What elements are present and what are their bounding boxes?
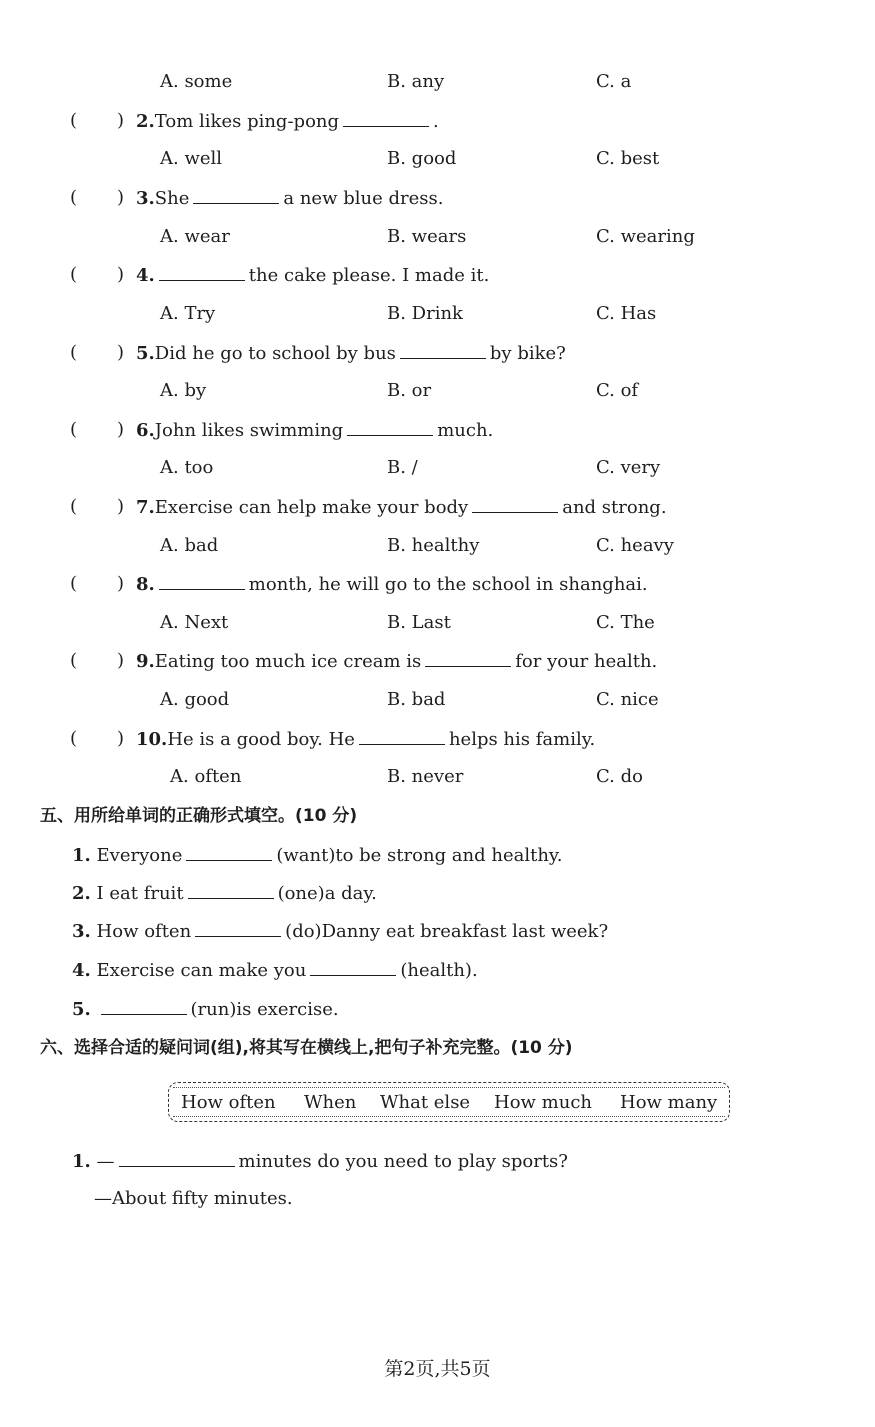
question-9: 9.Eating too much ice cream is for your health. xyxy=(136,651,658,672)
dialog-answer-1: —About fifty minutes. xyxy=(94,1188,293,1209)
answer-paren[interactable]: ( ) xyxy=(70,110,125,131)
item-number: 1. xyxy=(72,845,91,866)
section-6-heading: 六、选择合适的疑问词(组),将其写在横线上,把句子补充完整。(10 分) xyxy=(40,1038,573,1058)
item-number: 5. xyxy=(72,999,91,1020)
q10-option-a: A. often xyxy=(170,766,242,787)
fill-item-5: 5. (run)is exercise. xyxy=(72,999,339,1020)
answer-paren[interactable]: ( ) xyxy=(70,342,125,363)
q6-option-c: C. very xyxy=(596,457,661,478)
question-number: 2. xyxy=(136,111,155,132)
q3-option-a: A. wear xyxy=(160,226,230,247)
question-number: 8. xyxy=(136,574,155,595)
dialog-question-1: 1. — minutes do you need to play sports? xyxy=(72,1151,568,1172)
q6-option-b: B. / xyxy=(387,457,418,478)
q1-option-a: A. some xyxy=(160,71,233,92)
answer-paren[interactable]: ( ) xyxy=(70,573,125,594)
q2-option-a: A. well xyxy=(160,148,223,169)
question-number: 6. xyxy=(136,420,155,441)
word-what-else: What else xyxy=(380,1092,471,1113)
q1-option-b: B. any xyxy=(387,71,445,92)
section-5-heading: 五、用所给单词的正确形式填空。(10 分) xyxy=(40,806,358,826)
answer-paren[interactable]: ( ) xyxy=(70,187,125,208)
q6-option-a: A. too xyxy=(160,457,214,478)
answer-blank[interactable] xyxy=(425,650,511,667)
word-how-many: How many xyxy=(620,1092,718,1113)
q2-option-b: B. good xyxy=(387,148,457,169)
q5-option-c: C. of xyxy=(596,380,639,401)
q8-option-a: A. Next xyxy=(160,612,229,633)
answer-blank[interactable] xyxy=(195,920,281,937)
item-number: 4. xyxy=(72,960,91,981)
q3-option-c: C. wearing xyxy=(596,226,695,247)
question-10: 10.He is a good boy. He helps his family. xyxy=(136,729,596,750)
item-number: 2. xyxy=(72,883,91,904)
question-number: 5. xyxy=(136,343,155,364)
question-number: 9. xyxy=(136,651,155,672)
answer-paren[interactable]: ( ) xyxy=(70,419,125,440)
question-6: 6.John likes swimming much. xyxy=(136,420,494,441)
word-how-often: How often xyxy=(181,1092,276,1113)
fill-item-3: 3. How often (do)Danny eat breakfast last week? xyxy=(72,921,609,942)
answer-paren[interactable]: ( ) xyxy=(70,650,125,671)
q1-option-c: C. a xyxy=(596,71,632,92)
q3-option-b: B. wears xyxy=(387,226,467,247)
word-when: When xyxy=(304,1092,357,1113)
q10-option-b: B. never xyxy=(387,766,464,787)
question-number: 3. xyxy=(136,188,155,209)
q4-option-c: C. Has xyxy=(596,303,657,324)
page-footer: 第2页,共5页 xyxy=(384,1358,491,1380)
fill-item-2: 2. I eat fruit (one)a day. xyxy=(72,883,377,904)
answer-blank[interactable] xyxy=(472,496,558,513)
question-5: 5.Did he go to school by bus by bike? xyxy=(136,343,566,364)
fill-item-1: 1. Everyone (want)to be strong and healthy. xyxy=(72,845,563,866)
answer-blank[interactable] xyxy=(159,573,245,590)
word-how-much: How much xyxy=(494,1092,592,1113)
answer-blank[interactable] xyxy=(343,110,429,127)
question-3: 3.She a new blue dress. xyxy=(136,188,444,209)
answer-paren[interactable]: ( ) xyxy=(70,496,125,517)
answer-blank[interactable] xyxy=(159,264,245,281)
question-8: 8. month, he will go to the school in shanghai. xyxy=(136,574,648,595)
item-number: 3. xyxy=(72,921,91,942)
question-number: 10. xyxy=(136,729,168,750)
question-2: 2.Tom likes ping-pong . xyxy=(136,111,439,132)
question-7: 7.Exercise can help make your body and strong. xyxy=(136,497,667,518)
q9-option-a: A. good xyxy=(160,689,230,710)
answer-paren[interactable]: ( ) xyxy=(70,264,125,285)
answer-blank[interactable] xyxy=(101,998,187,1015)
q7-option-c: C. heavy xyxy=(596,535,674,556)
question-4: 4. the cake please. I made it. xyxy=(136,265,490,286)
answer-blank[interactable] xyxy=(119,1150,235,1167)
word-bank-box xyxy=(168,1082,730,1122)
q10-option-c: C. do xyxy=(596,766,643,787)
fill-item-4: 4. Exercise can make you (health). xyxy=(72,960,478,981)
question-number: 7. xyxy=(136,497,155,518)
answer-blank[interactable] xyxy=(359,728,445,745)
q4-option-a: A. Try xyxy=(160,303,216,324)
item-number: 1. xyxy=(72,1151,91,1172)
q4-option-b: B. Drink xyxy=(387,303,463,324)
answer-blank[interactable] xyxy=(347,419,433,436)
q8-option-c: C. The xyxy=(596,612,655,633)
q5-option-b: B. or xyxy=(387,380,432,401)
q9-option-c: C. nice xyxy=(596,689,659,710)
question-number: 4. xyxy=(136,265,155,286)
answer-blank[interactable] xyxy=(186,844,272,861)
q9-option-b: B. bad xyxy=(387,689,446,710)
q2-option-c: C. best xyxy=(596,148,660,169)
answer-blank[interactable] xyxy=(400,342,486,359)
answer-blank[interactable] xyxy=(193,187,279,204)
q5-option-a: A. by xyxy=(160,380,207,401)
q8-option-b: B. Last xyxy=(387,612,451,633)
answer-blank[interactable] xyxy=(188,882,274,899)
answer-blank[interactable] xyxy=(310,959,396,976)
q7-option-b: B. healthy xyxy=(387,535,480,556)
answer-paren[interactable]: ( ) xyxy=(70,728,125,749)
q7-option-a: A. bad xyxy=(160,535,219,556)
